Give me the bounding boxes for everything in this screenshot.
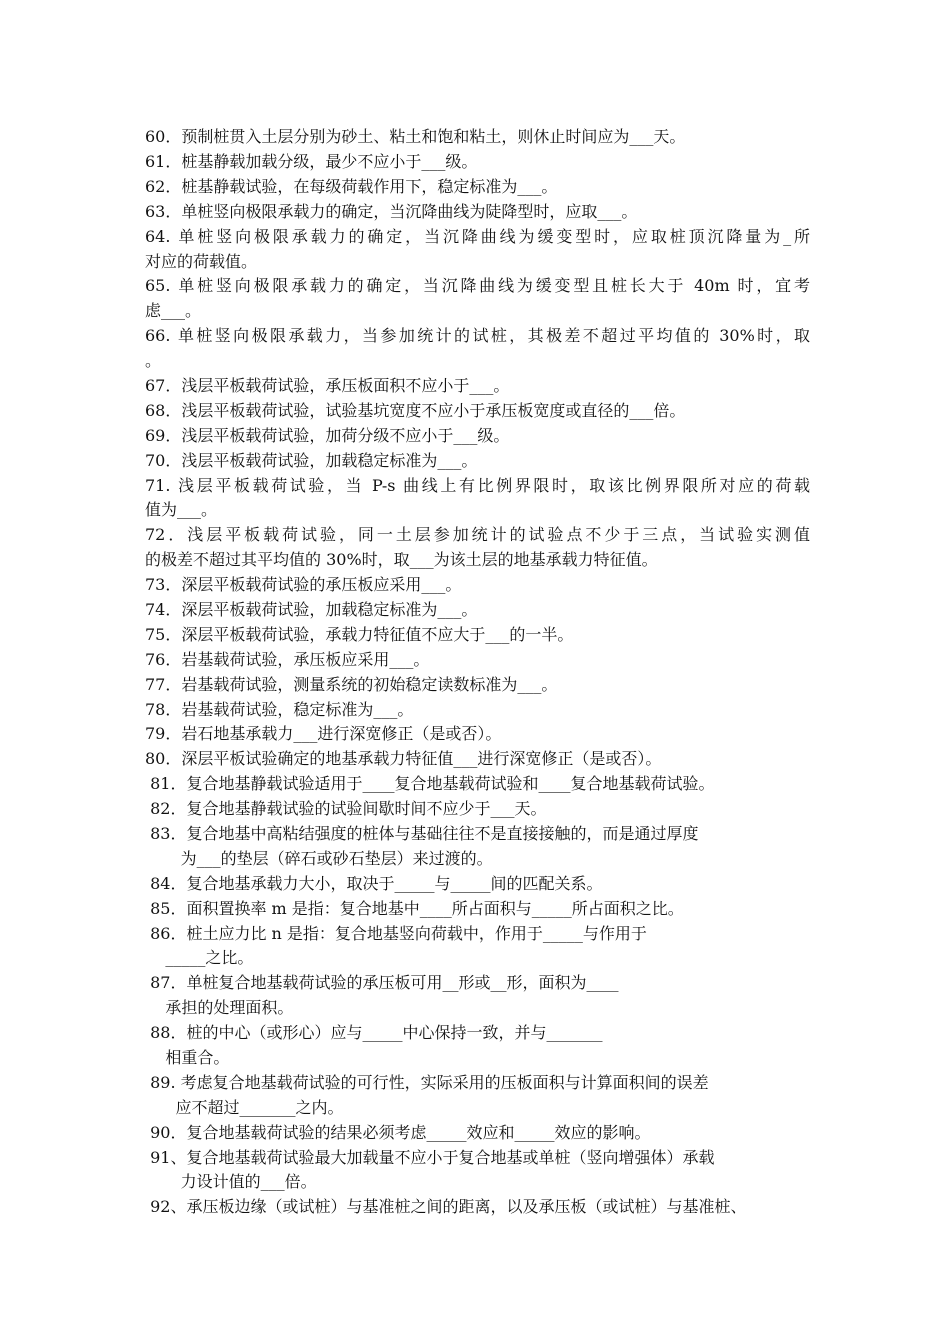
question-71-cont: 值为___。 bbox=[145, 500, 218, 519]
question-92: 92、承压板边缘（或试桩）与基准桩之间的距离，以及承压板（或试桩）与基准桩、 bbox=[145, 1197, 747, 1216]
question-66: 66. 单桩竖向极限承载力，当参加统计的试桩，其极差不超过平均值的 30%时，取 bbox=[145, 326, 810, 345]
question-61: 61．桩基静载加载分级，最少不应小于___级。 bbox=[145, 152, 478, 171]
question-77: 77．岩基载荷试验，测量系统的初始稳定读数标准为___。 bbox=[145, 675, 558, 694]
question-63: 63．单桩竖向极限承载力的确定，当沉降曲线为陡降型时，应取___。 bbox=[145, 202, 638, 221]
question-87: 87．单桩复合地基载荷试验的承压板可用__形或__形，面积为____ bbox=[145, 973, 619, 992]
question-64-cont: 对应的荷载值。 bbox=[145, 252, 258, 271]
question-76: 76．岩基载荷试验，承压板应采用___。 bbox=[145, 650, 430, 669]
question-72-cont: 的极差不超过其平均值的 30%时，取___为该土层的地基承载力特征值。 bbox=[145, 550, 658, 569]
question-65: 65. 单桩竖向极限承载力的确定，当沉降曲线为缓变型且桩长大于 40m 时，宜考 bbox=[145, 276, 810, 295]
question-86: 86．桩土应力比 n 是指：复合地基竖向荷载中，作用于_____与作用于 bbox=[145, 924, 647, 943]
question-69: 69．浅层平板载荷试验，加荷分级不应小于___级。 bbox=[145, 426, 510, 445]
question-83-cont: 为___的垫层（碎石或砂石垫层）来过渡的。 bbox=[145, 849, 493, 868]
question-87-cont: 承担的处理面积。 bbox=[145, 998, 294, 1017]
question-88-cont: 相重合。 bbox=[145, 1048, 230, 1067]
question-86-cont: _____之比。 bbox=[145, 948, 254, 967]
question-75: 75．深层平板载荷试验，承载力特征值不应大于___的一半。 bbox=[145, 625, 574, 644]
question-82: 82．复合地基静载试验的试验间歇时间不应少于___天。 bbox=[145, 799, 547, 818]
question-83: 83．复合地基中高粘结强度的桩体与基础往往不是直接接触的，而是通过厚度 bbox=[145, 824, 699, 843]
question-74: 74．深层平板载荷试验，加载稳定标准为___。 bbox=[145, 600, 478, 619]
question-60: 60．预制桩贯入土层分别为砂土、粘土和饱和粘土，则休止时间应为___天。 bbox=[145, 127, 686, 146]
question-89: 89. 考虑复合地基载荷试验的可行性，实际采用的压板面积与计算面积间的误差 bbox=[145, 1073, 709, 1092]
question-78: 78．岩基载荷试验，稳定标准为___。 bbox=[145, 700, 414, 719]
question-80: 80．深层平板试验确定的地基承载力特征值___进行深宽修正（是或否）。 bbox=[145, 749, 662, 768]
question-62: 62．桩基静载试验，在每级荷载作用下，稳定标准为___。 bbox=[145, 177, 558, 196]
question-68: 68．浅层平板载荷试验，试验基坑宽度不应小于承压板宽度或直径的___倍。 bbox=[145, 401, 686, 420]
question-81: 81．复合地基静载试验适用于____复合地基载荷试验和____复合地基载荷试验。 bbox=[145, 774, 715, 793]
question-65-cont: 虑___。 bbox=[145, 301, 202, 320]
question-73: 73．深层平板载荷试验的承压板应采用___。 bbox=[145, 575, 462, 594]
question-90: 90．复合地基载荷试验的结果必须考虑_____效应和_____效应的影响。 bbox=[145, 1123, 651, 1142]
question-89-cont: 应不超过_______之内。 bbox=[145, 1098, 344, 1117]
question-72: 72．浅层平板载荷试验，同一土层参加统计的试验点不少于三点，当试验实测值 bbox=[145, 525, 810, 544]
question-85: 85．面积置换率 m 是指：复合地基中____所占面积与_____所占面积之比。 bbox=[145, 899, 684, 918]
question-91-cont: 力设计值的___倍。 bbox=[145, 1172, 317, 1191]
question-91: 91、复合地基载荷试验最大加载量不应小于复合地基或单桩（竖向增强体）承载 bbox=[145, 1148, 715, 1167]
question-66-cont: 。 bbox=[145, 351, 162, 370]
question-70: 70．浅层平板载荷试验，加载稳定标准为___。 bbox=[145, 451, 478, 470]
question-67: 67．浅层平板载荷试验，承压板面积不应小于___。 bbox=[145, 376, 510, 395]
question-84: 84．复合地基承载力大小，取决于_____与_____间的匹配关系。 bbox=[145, 874, 603, 893]
question-88: 88．桩的中心（或形心）应与_____中心保持一致，并与_______ bbox=[145, 1023, 603, 1042]
question-71: 71. 浅层平板载荷试验，当 P-s 曲线上有比例界限时，取该比例界限所对应的荷载 bbox=[145, 476, 810, 495]
question-64: 64. 单桩竖向极限承载力的确定，当沉降曲线为缓变型时，应取桩顶沉降量为_所 bbox=[145, 227, 810, 246]
question-79: 79．岩石地基承载力___进行深宽修正（是或否）。 bbox=[145, 724, 502, 743]
